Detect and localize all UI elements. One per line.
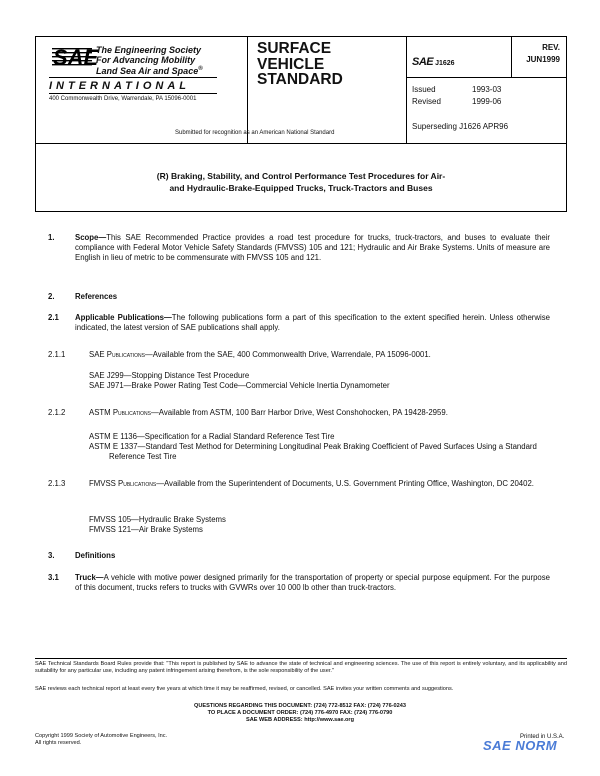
revised-label: Revised xyxy=(412,97,441,106)
standard-type-line: VEHICLE xyxy=(257,55,325,73)
sae-publications-paragraph xyxy=(89,350,550,360)
section-number: 2.1 xyxy=(48,313,59,322)
section-number: 2.1.3 xyxy=(48,479,66,488)
paragraph-text: This SAE Recommended Practice provides a road test procedure for trucks, truck-tractors, and buses to evaluate their compliance with Federal Motor Vehicle Safety Standards (FMVSS) 105 and 121; Hydraulic and Air Brake Systems. Units of measure are English in lieu of metric to be commensurate with FMVSS 105 and 121. xyxy=(75,233,550,262)
applicable-publications-paragraph xyxy=(75,313,550,333)
section-number: 1. xyxy=(48,233,55,242)
astm-publications-paragraph xyxy=(89,408,550,418)
section-heading: ASTM Publications— xyxy=(89,408,159,417)
reference-item: FMVSS 121—Air Brake Systems xyxy=(89,525,203,534)
document-number xyxy=(412,56,455,68)
scope-paragraph xyxy=(75,233,550,263)
logo-rule xyxy=(49,93,217,94)
section-heading: Definitions xyxy=(75,551,116,560)
printed-in-usa: Printed in U.S.A. xyxy=(520,734,565,740)
doc-number: J1626 xyxy=(435,60,455,67)
reference-list xyxy=(89,432,550,462)
issued-value: 1993-03 xyxy=(472,85,502,94)
standard-type-line: SURFACE xyxy=(257,40,332,57)
reference-item: ASTM E 1337—Standard Test Method for Determining Longitudinal Peak Braking Coefficient of Paved Surfaces Using a Standard Reference Test Tire xyxy=(89,442,537,461)
section-number: 2.1.2 xyxy=(48,408,66,417)
standard-type-title xyxy=(257,41,343,88)
registered-mark: ® xyxy=(198,66,203,72)
copyright xyxy=(35,733,167,747)
superseding-note: Superseding J1626 APR96 xyxy=(412,122,509,131)
header-divider xyxy=(406,77,567,78)
society-name xyxy=(96,46,203,77)
footer-review-note: SAE reviews each technical report at least every five years at which time it may be reaffirmed, revised, or cancelled. SAE invites your written comments and suggestions. xyxy=(35,686,454,692)
paragraph-text: The following publications form a part of this specification to the extent specified herein. Unless otherwise indicated, the latest version of SAE publications shall apply. xyxy=(75,313,550,332)
section-number: 2.1.1 xyxy=(48,350,66,359)
doc-prefix: SAE xyxy=(412,56,434,68)
standard-type-line: STANDARD xyxy=(257,71,343,88)
footer-rule xyxy=(35,658,567,659)
society-line: For Advancing Mobility xyxy=(96,54,196,65)
document-title xyxy=(75,171,527,194)
society-line: Land Sea Air and Space® xyxy=(96,66,203,76)
contact-info xyxy=(150,703,450,724)
reference-item: SAE J971—Brake Power Rating Test Code—Commercial Vehicle Inertia Dynamometer xyxy=(89,381,390,390)
rev-date: JUN1999 xyxy=(526,55,560,64)
contact-line: QUESTIONS REGARDING THIS DOCUMENT: (724) 772-8512 FAX: (724) 776-0243 xyxy=(193,703,406,709)
section-heading: SAE Publications— xyxy=(89,350,153,359)
revision-block xyxy=(516,42,560,66)
copyright-line: Copyright 1999 Society of Automotive Engineers, Inc. xyxy=(35,733,168,739)
sae-logo-text: SAE xyxy=(53,45,99,70)
header-divider xyxy=(247,37,248,143)
society-line: The Engineering Society xyxy=(96,45,202,55)
document-title-line: (R) Braking, Stability, and Control Performance Test Procedures for Air- xyxy=(156,171,446,181)
paragraph-text: A vehicle with motive power designed primarily for the transportation of property or special purpose equipment. For the purpose of this document, trucks refers to trucks with GVWRs over 10 000 lb other than truck-tractors. xyxy=(75,573,550,592)
sae-logo-icon xyxy=(52,44,99,70)
sae-norm-logo: SAE NORM xyxy=(483,738,558,753)
section-heading: Applicable Publications— xyxy=(75,313,172,322)
issue-dates xyxy=(412,84,501,108)
header-divider xyxy=(511,37,512,77)
reference-item: FMVSS 105—Hydraulic Brake Systems xyxy=(89,515,226,524)
paragraph-text: Available from ASTM, 100 Barr Harbor Drive, West Conshohocken, PA 19428-2959. xyxy=(158,408,448,417)
submitted-note: Submitted for recognition as an American National Standard xyxy=(175,130,335,136)
contact-line: TO PLACE A DOCUMENT ORDER: (724) 776-4970 FAX: (724) 776-0790 xyxy=(207,710,393,716)
section-heading: Truck— xyxy=(75,573,104,582)
section-number: 3. xyxy=(48,551,55,560)
issued-label: Issued xyxy=(412,85,436,94)
section-number: 2. xyxy=(48,292,55,301)
header-divider xyxy=(406,37,407,143)
section-heading: Scope— xyxy=(75,233,107,242)
truck-definition-paragraph xyxy=(75,573,550,593)
logo-rule xyxy=(49,77,217,78)
reference-item: ASTM E 1136—Specification for a Radial Standard Reference Test Tire xyxy=(89,432,335,441)
reference-list xyxy=(89,371,390,391)
reference-item: SAE J299—Stopping Distance Test Procedure xyxy=(89,371,250,380)
footer-rules-note: SAE Technical Standards Board Rules provide that: "This report is published by SAE to advance the state of technical and engineering sciences. The use of this report is entirely voluntary, and its applicability and suitability for any particular use, including any patent infringement arising therefrom, is the sole responsibility of the user." xyxy=(35,661,567,674)
international-label: INTERNATIONAL xyxy=(49,80,191,92)
fmvss-publications-paragraph xyxy=(89,479,550,489)
copyright-line: All rights reserved. xyxy=(35,740,82,746)
section-heading: References xyxy=(75,292,118,301)
rev-label: REV. xyxy=(542,43,560,52)
section-heading: FMVSS Publications— xyxy=(89,479,164,488)
reference-list xyxy=(89,515,226,535)
paragraph-text: Available from the Superintendent of Documents, U.S. Government Printing Office, Washington, DC 20402. xyxy=(164,479,534,488)
revised-value: 1999-06 xyxy=(472,97,502,106)
paragraph-text: Available from the SAE, 400 Commonwealth Drive, Warrendale, PA 15096-0001. xyxy=(152,350,431,359)
section-number: 3.1 xyxy=(48,573,59,582)
sae-address: 400 Commonwealth Drive, Warrendale, PA 15096-0001 xyxy=(49,96,197,102)
contact-line: SAE WEB ADDRESS: http://www.sae.org xyxy=(245,717,355,723)
document-title-line: and Hydraulic-Brake-Equipped Trucks, Truck-Tractors and Buses xyxy=(169,182,433,193)
